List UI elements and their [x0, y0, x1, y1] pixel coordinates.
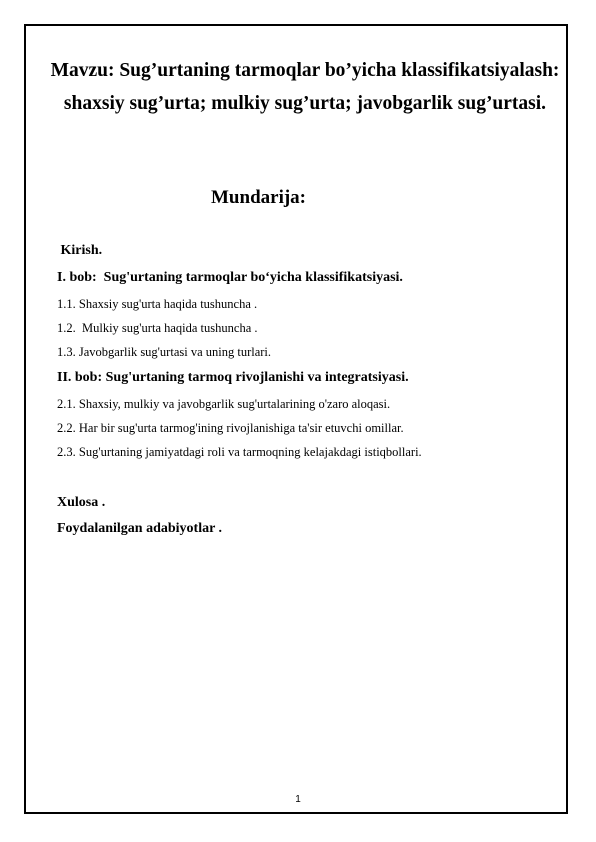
toc-chapter-2: II. bob: Sug'urtaning tarmoq rivojlanishi va integratsiyasi. — [57, 370, 409, 385]
toc-conclusion: Xulosa . — [57, 495, 106, 510]
toc-chapter-1: I. bob: Sug'urtaning tarmoqlar bo‘yicha klassifikatsiyasi. — [57, 270, 403, 285]
toc-heading: Mundarija: — [211, 187, 306, 208]
document-title: Mavzu: Sug’urtaning tarmoqlar bo’yicha klassifikatsiyalash: shaxsiy sug’urta; mulkiy sug’urta; javobgarlik sug’urtasi. — [50, 60, 560, 114]
page-border — [24, 24, 568, 814]
page-number: 1 — [295, 794, 301, 805]
toc-references: Foydalanilgan adabiyotlar . — [57, 521, 223, 536]
toc-section-1-1: 1.1. Shaxsiy sug'urta haqida tushuncha . — [57, 297, 258, 311]
toc-section-1-3: 1.3. Javobgarlik sug'urtasi va uning turlari. — [57, 345, 272, 359]
toc-section-2-2: 2.2. Har bir sug'urta tarmog'ining rivojlanishiga ta'sir etuvchi omillar. — [57, 421, 404, 435]
toc-section-2-3: 2.3. Sug'urtaning jamiyatdagi roli va tarmoqning kelajakdagi istiqbollari. — [57, 445, 422, 459]
toc-section-2-1: 2.1. Shaxsiy, mulkiy va javobgarlik sug'urtalarining o'zaro aloqasi. — [57, 397, 391, 411]
toc-section-1-2: 1.2. Mulkiy sug'urta haqida tushuncha . — [57, 321, 258, 335]
toc-item-intro: Kirish. — [57, 243, 103, 258]
